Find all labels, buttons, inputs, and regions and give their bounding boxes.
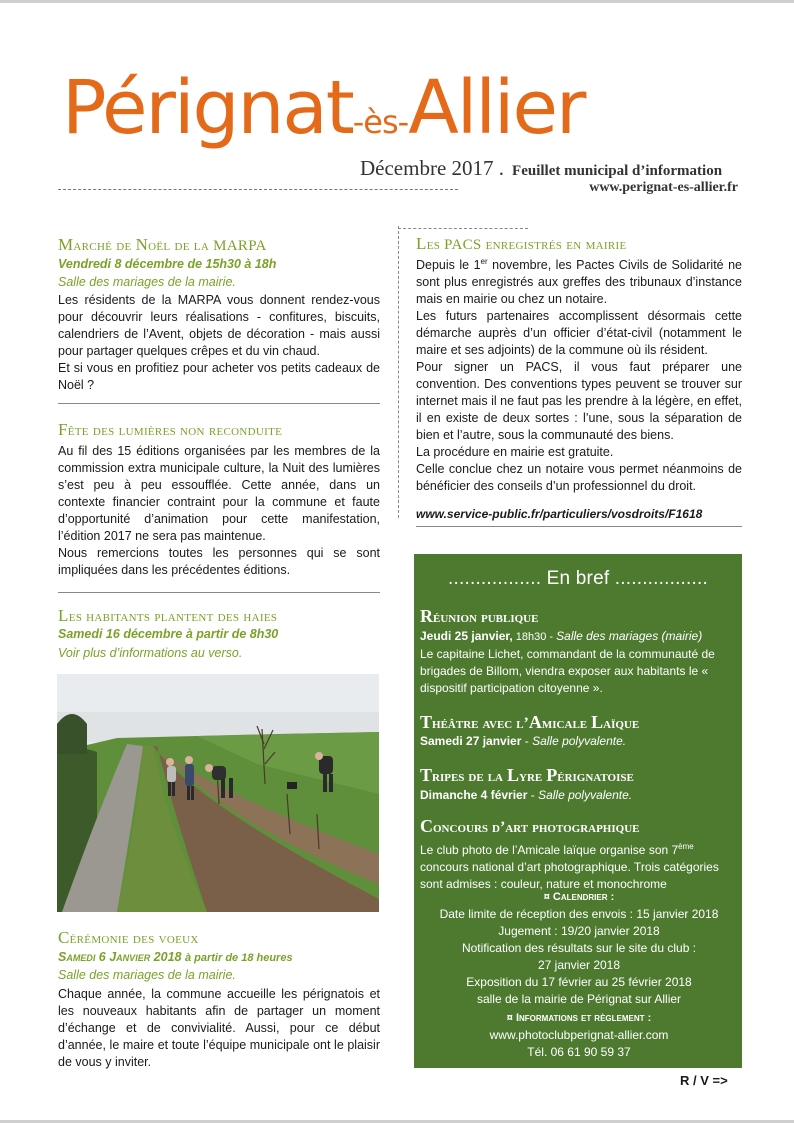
reunion-date-line: Jeudi 25 janvier, 18h30 - Salle des mariages (mairie) — [420, 629, 703, 643]
masthead-website: www.perignat-es-allier.fr — [589, 180, 738, 195]
masthead-part1: Pérignat — [62, 65, 353, 151]
fete-paragraph: Nous remercions toutes les personnes qui se sont impliquées dans les précédentes éditions. — [58, 546, 380, 577]
informations-title: ¤ Informations et règlement : — [506, 1012, 652, 1024]
pacs-paragraph: Depuis le 1er novembre, les Pactes Civils de Solidarité ne sont plus enregistrés aux greffes des tribunaux d’instance mais en mairie ou chez un notaire. — [416, 257, 742, 307]
marche-body — [58, 292, 380, 394]
ceremonie-event-date: Samedi 6 Janvier 2018 à partir de 18 heures — [58, 950, 293, 964]
masthead-subtitle — [360, 156, 740, 178]
ceremonie-place: Salle des mariages de la mairie. — [58, 968, 236, 982]
club-website[interactable]: www.photoclubperignat-allier.com — [489, 1028, 669, 1042]
pacs-dashed-rule — [398, 228, 528, 229]
recto-verso-indicator: R / V => — [680, 1073, 728, 1088]
marche-event-date: Vendredi 8 décembre de 15h30 à 18h — [58, 257, 277, 271]
calendrier-line: Notification des résultats sur le site du club : — [461, 941, 697, 955]
pacs-heading: Les PACS enregistrés en mairie — [416, 234, 627, 253]
club-phone: Tél. 06 61 90 59 37 — [527, 1045, 631, 1059]
reunion-heading: Réunion publique — [420, 606, 539, 626]
calendrier-line: Date limite de réception des envois : 15 janvier 2018 — [439, 907, 719, 921]
section-divider — [416, 526, 742, 527]
ceremonie-body: Chaque année, la commune accueille les pérignatois et les nouveaux habitants afin de partager un moment d’échange et de convivialité. Aussi, pour ce début d’année, le maire et toute l’équipe municipale ont le plaisir de vous y inviter. — [58, 987, 380, 1069]
page-top-border — [0, 0, 794, 3]
haies-place: Voir plus d’informations au verso. — [58, 646, 243, 660]
calendrier-line: 27 janvier 2018 — [537, 958, 621, 972]
en-bref-box — [414, 554, 742, 1068]
marche-paragraph: Les résidents de la MARPA vous donnent rendez-vous pour découvrir leurs réalisations - confitures, biscuits, calendriers de l’Avent, objets de décoration - mais aussi pour partager quelques crêpes et du vin chaud. — [58, 293, 380, 358]
calendrier-line: salle de la mairie de Pérignat sur Allier — [476, 992, 682, 1006]
issue-date: Décembre 2017 . — [360, 156, 505, 180]
pacs-paragraph: Pour signer un PACS, il vous faut préparer une convention. Des conventions types peuvent se trouver sur internet mais il ne faut pas les prendre à la légère, en effet, il en existe de deux sortes : l’une, sous la séparation de bien et l’autre, sous la communauté des biens. — [416, 360, 742, 443]
section-divider — [58, 403, 380, 404]
calendrier-line: Exposition du 17 février au 25 février 2018 — [466, 975, 692, 989]
tripes-date-line: Dimanche 4 février - Salle polyvalente. — [420, 788, 633, 802]
pacs-link[interactable]: www.service-public.fr/particuliers/vosdroits/F1618 — [416, 507, 703, 521]
tripes-heading: Tripes de la Lyre Pérignatoise — [420, 765, 634, 785]
masthead-part3: Allier — [408, 65, 585, 151]
concours-heading: Concours d’art photographique — [420, 816, 640, 836]
reunion-body: Le capitaine Lichet, commandant de la communauté de brigades de Billom, viendra exposer aux habitants le « dispositif participation citoyenne ». — [420, 647, 715, 695]
section-divider — [58, 592, 380, 593]
hedge-planting-photo — [57, 674, 379, 912]
publication-type: Feuillet municipal d’information — [512, 163, 723, 179]
theatre-date-line: Samedi 27 janvier - Salle polyvalente. — [420, 734, 627, 748]
haies-event-date: Samedi 16 décembre à partir de 8h30 — [58, 627, 279, 641]
concours-body: Le club photo de l’Amicale laïque organise son 7ème concours national d’art photographique. Trois catégories sont admises : couleur, nature et monochrome — [420, 842, 719, 891]
calendrier-line: Jugement : 19/20 janvier 2018 — [498, 924, 660, 938]
masthead-part2: -ès- — [352, 103, 409, 141]
pacs-paragraph: Celle conclue chez un notaire vous permet néanmoins de bénéficier des conseils d’un professionnel du droit. — [416, 462, 742, 494]
pacs-body — [416, 253, 742, 495]
masthead-title — [62, 58, 742, 158]
fete-heading: Fête des lumières non reconduite — [58, 420, 283, 439]
marche-place: Salle des mariages de la mairie. — [58, 275, 236, 289]
marche-heading: Marché de Noël de la MARPA — [58, 235, 267, 254]
fete-body — [58, 443, 380, 579]
haies-heading: Les habitants plantent des haies — [58, 606, 278, 625]
pacs-paragraph: Les futurs partenaires accomplissent désormais cette démarche auprès d’un officier d’état-civil (notamment le maire et ses adjoints) de la commune où ils résident. — [416, 309, 742, 358]
masthead-dashed-rule — [58, 189, 458, 190]
fete-paragraph: Au fil des 15 éditions organisées par les membres de la commission extra municipale culture, la Nuit des lumières s’est peu à peu essoufflée. Cette année, dans un contexte financier contraint pour la commune et faute d’opportunité d’animation pour cette manifestation, l’édition 2017 ne sera pas maintenue. — [58, 444, 380, 543]
column-dashed-separator — [398, 226, 399, 518]
marche-paragraph: Et si vous en profitiez pour acheter vos petits cadeaux de Noël ? — [58, 361, 380, 392]
theatre-heading: Théâtre avec l’Amicale Laïque — [420, 712, 640, 732]
calendrier-title: ¤ Calendrier : — [543, 891, 615, 903]
ceremonie-heading: Cérémonie des voeux — [58, 928, 199, 947]
pacs-paragraph: La procédure en mairie est gratuite. — [416, 445, 614, 460]
en-bref-title: ................. En bref ................. — [448, 568, 708, 589]
